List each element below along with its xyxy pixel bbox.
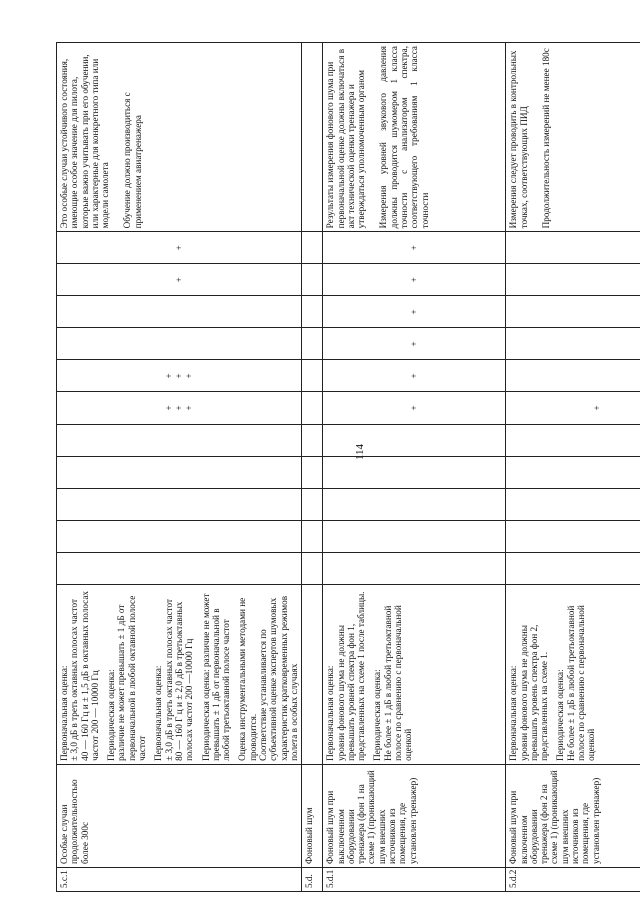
criteria-cell [323, 584, 506, 764]
mark-cell [323, 552, 506, 584]
criteria-cell [57, 584, 302, 764]
row-name: Особые случаи продолжительностью более 300с [57, 764, 302, 867]
mark-cell [506, 296, 640, 328]
row-number: 5.d. [302, 867, 323, 891]
mark-cell: + + + [57, 360, 302, 392]
mark-cell [323, 424, 506, 456]
criteria-block: Первоначальная оценка: ± 3,0 дБ в треть октавных полосах частот 40 — 160 Гц и ± 1,5 дБ в октавных полосах частот 200 — 10000 Гц [59, 590, 100, 761]
mark-cell [302, 232, 323, 264]
mark-cell: + [57, 264, 302, 296]
mark-cell [302, 424, 323, 456]
mark-cell: + [323, 392, 506, 424]
note-paragraph: Измерения следует проводить в контрольных точках, соответствующих ПИД [508, 50, 529, 229]
row-name: Фоновый шум [302, 764, 323, 867]
mark-cell [506, 488, 640, 520]
row-number: 5.d.1 [323, 867, 506, 891]
mark-cell [57, 488, 302, 520]
note-paragraph: Это особые случаи устойчивого состояния, имеющие особое значение для пилота, которые важно учитывать при его обучении, или характерные для конкретного типа или модели самолета [59, 54, 111, 229]
mark-cell [57, 328, 302, 360]
mark-cell [506, 520, 640, 552]
mark-cell [302, 456, 323, 488]
row-number: 5.c.1 [57, 867, 302, 891]
criteria-block: Первоначальная оценка: уровни фонового шума не должны превышать уровень спектра фон 2, представленных на схеме 1. [508, 624, 550, 761]
mark-cell [506, 456, 640, 488]
criteria-block: Первоначальная оценка: уровни фонового шума не должны превышать уровней спектра фон 1, представленных на схеме 1 после таблицы. [325, 591, 367, 761]
mark-cell [302, 488, 323, 520]
row-number: 5.d.2 [506, 867, 640, 891]
mark-cell [506, 232, 640, 264]
note-paragraph: Результаты измерения фонового шума при первоначальной оценке должны включаться в акт технической оценки тренажера и утверждаться уполномоченным органом [325, 48, 367, 229]
table-row [302, 43, 323, 892]
note-paragraph: Измерения уровней звукового давления должны проводится шумомером 1 класса точности с анализатором спектра, соответствующего требованиям 1 класса точности [378, 46, 430, 229]
mark-cell: + [323, 360, 506, 392]
mark-cell: + + + [57, 392, 302, 424]
criteria-block: Периодическая оценка: Не более ± 1 дБ в любой третьоктавной полосе по сравнению с первоначальной оценкой [555, 605, 597, 761]
requirements-table [56, 42, 640, 892]
mark-cell [506, 264, 640, 296]
row-name: Фоновый шум при включенном оборудовании тренажера (фон 2 на схеме 1) (проникающий шум внешних источников из помещения, где установлен тренажер) [506, 764, 640, 867]
mark-cell: + [323, 264, 506, 296]
mark-cell [57, 456, 302, 488]
mark-cell [302, 360, 323, 392]
table-row [323, 43, 506, 892]
criteria-block: Периодическая оценка: Не более ± 1 дБ в любой третьоктавной полосе по сравнению с первоначальной оценкой [372, 605, 414, 761]
mark-cell [57, 552, 302, 584]
requirements-table-wrapper [56, 42, 602, 892]
mark-cell: + [57, 232, 302, 264]
criteria-cell [506, 584, 640, 764]
mark-cell: + [323, 232, 506, 264]
criteria-block: Оценка инструментальными методами не проводится. Соответствие устанавливается по субъективной оценке экспертов шумовых характеристик кратковременных режимов полета в особых случаях [237, 595, 299, 761]
mark-cell [506, 552, 640, 584]
mark-cell: + [323, 328, 506, 360]
mark-cell [302, 552, 323, 584]
mark-cell [302, 264, 323, 296]
notes-cell [323, 43, 506, 232]
mark-cell [302, 520, 323, 552]
mark-cell [302, 296, 323, 328]
mark-cell [323, 488, 506, 520]
table-row [57, 43, 302, 892]
mark-cell [506, 328, 640, 360]
note-paragraph: Продолжительность измерений не менее 180с [540, 48, 551, 229]
mark-cell [506, 424, 640, 456]
criteria-block: Первоначальная оценка: ± 3,0 дБ в треть октавных полосах частот 80 — 160 Г ц и ± 2,0 дБ в третьоктавных полосах частот 200 —10000 Гц [153, 598, 195, 761]
table-row [506, 43, 640, 892]
criteria-cell [302, 584, 323, 764]
note-paragraph: Обучение должно производиться с применением авиатренажера [122, 92, 143, 229]
notes-cell [57, 43, 302, 232]
mark-cell [302, 328, 323, 360]
mark-cell [302, 392, 323, 424]
mark-cell: + [506, 392, 640, 424]
notes-cell [302, 43, 323, 232]
mark-cell [57, 424, 302, 456]
mark-cell [323, 520, 506, 552]
criteria-block: Периодическая оценка: различие не может превышать ± 1 дБ от первоначальной в любой третьоктавной полосе частот [200, 593, 232, 761]
criteria-block: Периодическая оценка: различие не может превышать ± 1 дБ от первоначальной в любой октавной полосе частот [106, 595, 148, 761]
mark-cell: + [323, 296, 506, 328]
mark-cell [506, 360, 640, 392]
mark-cell [323, 456, 506, 488]
notes-cell [506, 43, 640, 232]
row-name: Фоновый шум при выключенном оборудовании тренажера (фон 1 на схеме 1) (проникающий шум внешних источников из помещения, где установлен тренажер) [323, 764, 506, 867]
mark-cell [57, 520, 302, 552]
page-number: 114 [354, 443, 366, 461]
mark-cell [57, 296, 302, 328]
